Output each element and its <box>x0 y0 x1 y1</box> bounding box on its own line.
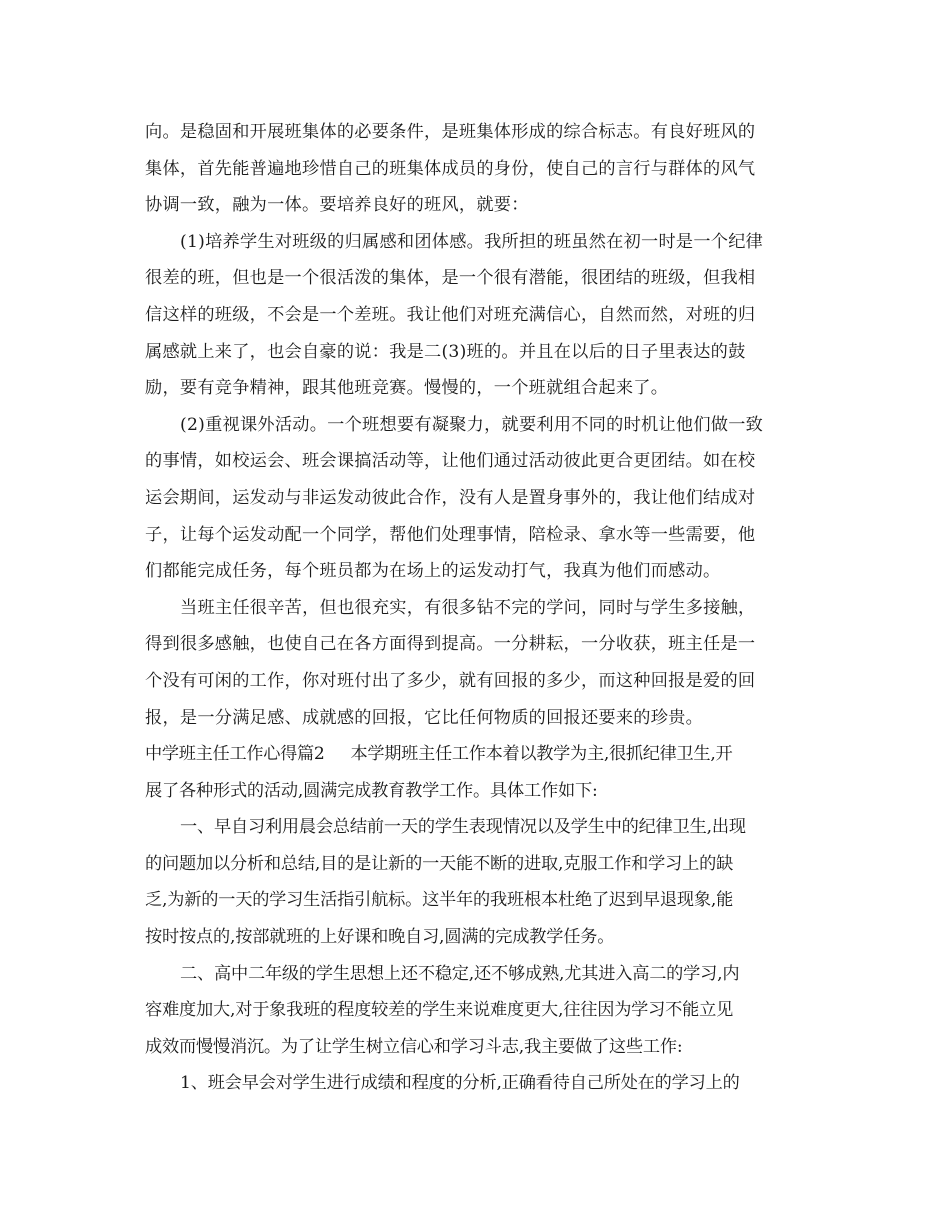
section-heading: 中学班主任工作心得篇2 <box>145 744 325 765</box>
paragraph-line: 们都能完成任务，每个班员都为在场上的运发动打气，我真为他们而感动。 <box>145 561 721 582</box>
paragraph-line: 协调一致，融为一体。要培养良好的班风，就要： <box>145 195 529 216</box>
paragraph-line: 的问题加以分析和总结,目的是让新的一天能不断的进取,克服工作和学习上的缺 <box>145 853 734 874</box>
paragraph-line: 一、早自习利用晨会总结前一天的学生表现情况以及学生中的纪律卫生,出现 <box>180 817 746 838</box>
paragraph-line: 报，是一分满足感、成就感的回报，它比任何物质的回报还要来的珍贵。 <box>145 707 704 728</box>
paragraph-text: 本学期班主任工作本着以教学为主,很抓纪律卫生,开 <box>350 744 733 765</box>
document-body <box>145 114 815 1102</box>
paragraph-line: 的事情，如校运会、班会课搞活动等，让他们通过活动彼此更合更团结。如在校 <box>145 451 756 472</box>
paragraph-line: 个没有可闲的工作，你对班付出了多少，就有回报的多少，而这种回报是爱的回 <box>145 670 756 691</box>
paragraph-line: (1)培养学生对班级的归属感和团体感。我所担的班虽然在初一时是一个纪律 <box>180 231 764 252</box>
paragraph-line: 信这样的班级，不会是一个差班。我让他们对班充满信心，自然而然，对班的归 <box>145 304 756 325</box>
paragraph-line: 容难度加大,对于象我班的程度较差的学生来说难度更大,往往因为学习不能立见 <box>145 1000 734 1021</box>
paragraph-line: 子，让每个运发动配一个同学，帮他们处理事情，陪检录、拿水等一些需要，他 <box>145 524 756 545</box>
section-heading-line <box>145 736 815 773</box>
paragraph-line: 很差的班，但也是一个很活泼的集体，是一个很有潜能，很团结的班级，但我相 <box>145 268 756 289</box>
paragraph-line: 二、高中二年级的学生思想上还不稳定,还不够成熟,尤其进入高二的学习,内 <box>180 963 740 984</box>
paragraph-line: 1、班会早会对学生进行成绩和程度的分析,正确看待自己所处在的学习上的 <box>180 1073 740 1094</box>
paragraph-line: 当班主任很辛苦，但也很充实，有很多钻不完的学问，同时与学生多接触， <box>180 597 756 618</box>
paragraph-line: 展了各种形式的活动,圆满完成教育教学工作。具体工作如下: <box>145 780 598 801</box>
paragraph-line: (2)重视课外活动。一个班想要有凝聚力，就要利用不同的时机让他们做一致 <box>180 414 764 435</box>
paragraph-line: 成效而慢慢消沉。为了让学生树立信心和学习斗志,我主要做了这些工作: <box>145 1036 683 1057</box>
paragraph-line: 属感就上来了，也会自豪的说：我是二(3)班的。并且在以后的日子里表达的鼓 <box>145 341 746 362</box>
paragraph-line: 励，要有竞争精神，跟其他班竞赛。慢慢的，一个班就组合起来了。 <box>145 378 669 399</box>
paragraph-line: 向。是稳固和开展班集体的必要条件，是班集体形成的综合标志。有良好班风的 <box>145 122 756 142</box>
paragraph-line: 集体，首先能普遍地珍惜自己的班集体成员的身份，使自己的言行与群体的风气 <box>145 158 756 179</box>
paragraph-line: 运会期间，运发动与非运发动彼此合作，没有人是置身事外的，我让他们结成对 <box>145 487 756 508</box>
paragraph-line: 按时按点的,按部就班的上好课和晚自习,圆满的完成教学任务。 <box>145 927 615 948</box>
paragraph-line: 乏,为新的一天的学习生活指引航标。这半年的我班根本杜绝了迟到早退现象,能 <box>145 890 734 911</box>
paragraph-line: 得到很多感触，也使自己在各方面得到提高。一分耕耘，一分收获，班主任是一 <box>145 634 756 655</box>
